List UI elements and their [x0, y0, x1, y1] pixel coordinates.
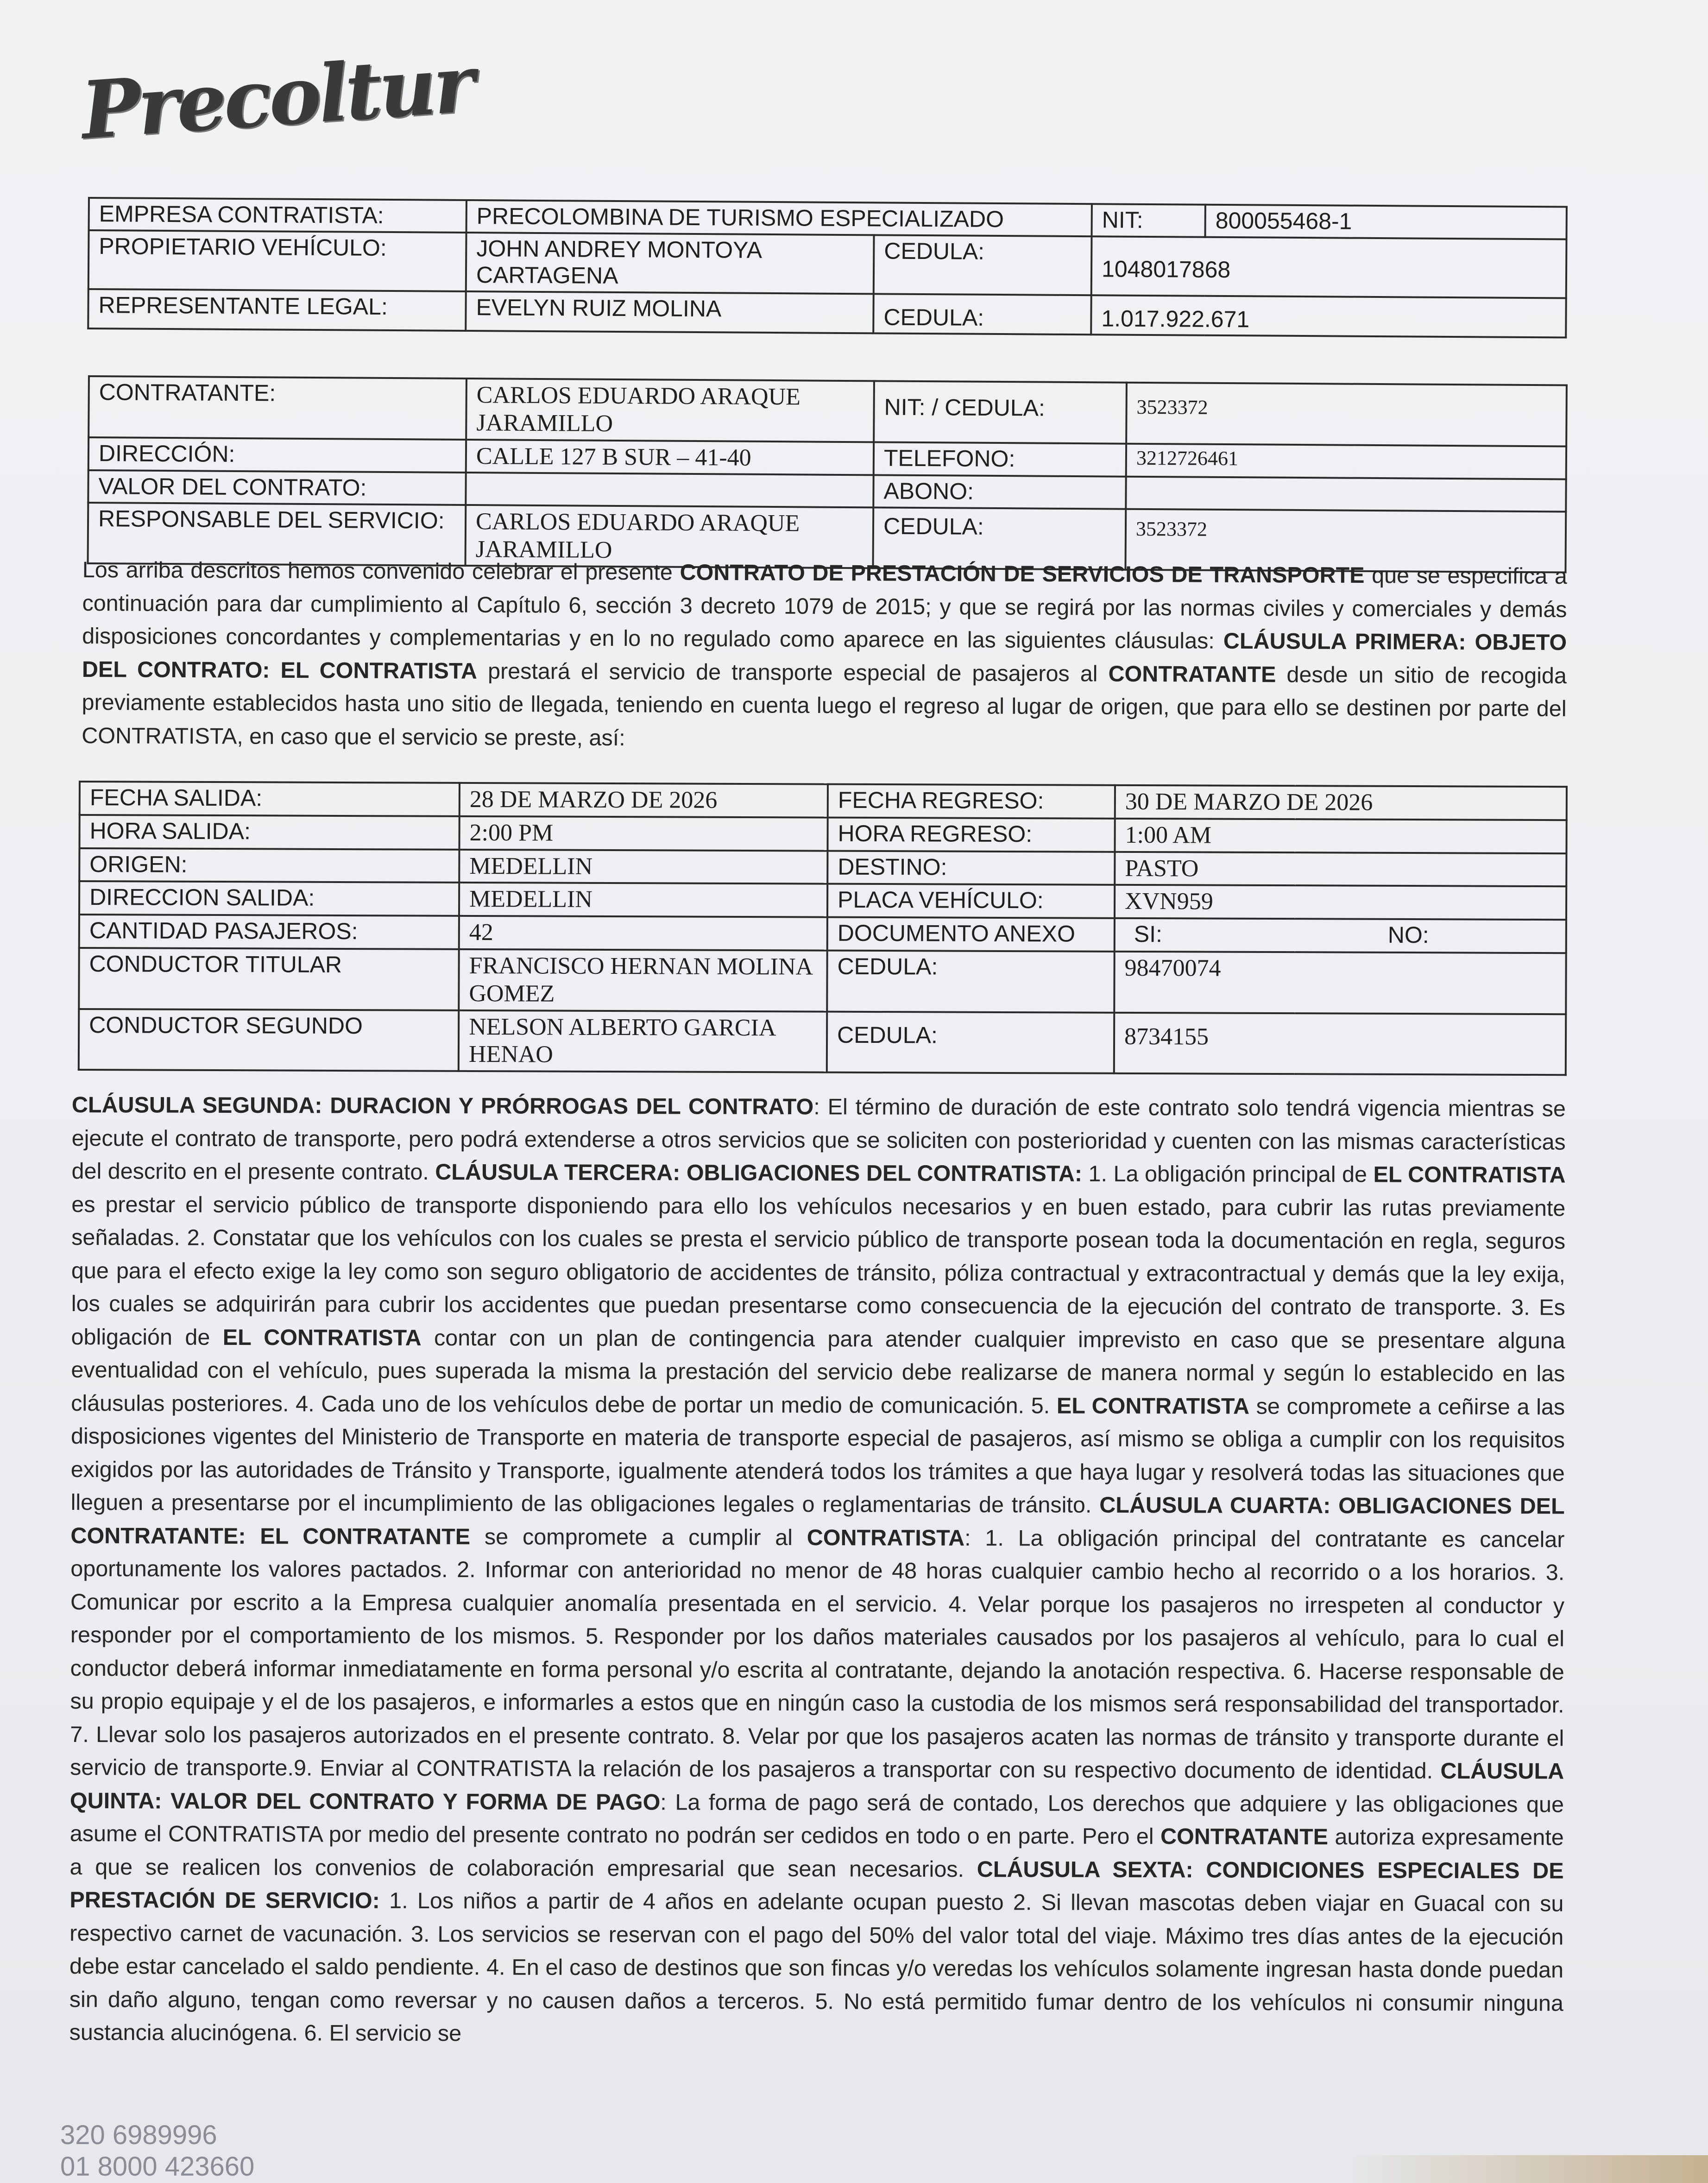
intro-text: desde un sitio de recogida previamente establecidos hasta uno sitio de llegada, teniendo en cuenta luego el regreso al lugar de origen, que para ello se destinen por parte del CONTRATISTA, en caso que el servicio se preste, así:	[82, 662, 1567, 751]
table-row	[88, 376, 1567, 446]
clause-heading: CLÁUSULA TERCERA: OBLIGACIONES DEL CONTRATISTA:	[435, 1160, 1083, 1186]
clause-text: : La forma de pago será de contado, Los derechos que adquiere y las obligaciones que asume el CONTRATISTA por medio del presente contrato no podrán ser cedidos en todo o en parte. Pero el	[69, 1789, 1564, 1849]
clause-heading: CLÁUSULA QUINTA: VALOR DEL CONTRATO Y FORMA DE PAGO	[69, 1758, 1564, 1815]
footer-phone: 01 8000 423660	[60, 2151, 255, 2182]
documento-anexo-label: DOCUMENTO ANEXO	[827, 917, 1115, 952]
table-row	[79, 1009, 1566, 1075]
conductor-titular-cedula-label: CEDULA:	[827, 951, 1114, 1013]
clause-text: autoriza expresamente a que se realicen los convenios de colaboración empresarial que sean necesarios.	[69, 1824, 1564, 1882]
clause-heading: CLÁUSULA PRIMERA: OBJETO DEL CONTRATO: EL CONTRATISTA	[82, 628, 1567, 684]
responsable-cedula-label: CEDULA:	[873, 507, 1126, 570]
conductor-segundo-value: NELSON ALBERTO GARCIA HENAO	[459, 1010, 827, 1072]
conductor-titular-value: FRANCISCO HERNAN MOLINA GOMEZ	[459, 949, 827, 1011]
propietario-cedula-value: 1048017868	[1091, 236, 1567, 298]
intro-text: Los arriba descritos hemos convenido celebrar el presente	[82, 557, 680, 585]
nit-cedula-value: 3523372	[1126, 383, 1567, 446]
company-logo: Precoltur	[78, 37, 475, 158]
clause-text: contar con un plan de contingencia para atender cualquier imprevisto en caso que se presentare alguna eventualidad con el vehículo, pues superada la misma la prestación del servicio debe realizarse de manera normal y según lo establecido en las cláusulas posteriores. 4. Cada uno de los vehículos debe de portar un medio de comunicación. 5.	[71, 1325, 1565, 1419]
direccion-salida-label: DIRECCION SALIDA:	[79, 881, 459, 916]
hora-regreso-label: HORA REGRESO:	[827, 817, 1115, 852]
bold-term: EL CONTRATISTA	[1056, 1393, 1250, 1419]
footer-phone: 320 6989996	[60, 2120, 217, 2150]
placa-label: PLACA VEHÍCULO:	[827, 884, 1115, 918]
intro-paragraph	[82, 554, 1567, 759]
fecha-salida-label: FECHA SALIDA:	[80, 782, 460, 816]
fecha-regreso-label: FECHA REGRESO:	[828, 784, 1115, 819]
clause-text: : El término de duración de este contrato solo tendrá vigencia mientras se ejecute el contrato de transporte, pero podrá extenderse a otros servicios que se soliciten con posterioridad y cuenten con las mismas características del descrito en el presente contrato.	[71, 1094, 1566, 1185]
clause-text: 1. La obligación principal de	[1082, 1161, 1374, 1187]
hora-salida-value: 2:00 PM	[459, 816, 827, 851]
conductor-titular-cedula-value: 98470074	[1114, 952, 1566, 1014]
clause-text: se compromete a cumplir al	[470, 1524, 807, 1550]
empresa-label: EMPRESA CONTRATISTA:	[89, 198, 466, 232]
responsable-cedula-value: 3523372	[1125, 509, 1566, 573]
desk-edge	[1347, 2155, 1708, 2183]
representante-cedula-label: CEDULA:	[873, 294, 1091, 334]
clause-heading: CLÁUSULA SEXTA: CONDICIONES ESPECIALES DE PRESTACIÓN DE SERVICIO:	[69, 1856, 1564, 1913]
clauses-paragraph	[69, 1089, 1566, 2053]
table-row	[79, 948, 1566, 1014]
table-row	[79, 881, 1566, 920]
clause-heading: CLÁUSULA SEGUNDA: DURACION Y PRÓRROGAS DEL CONTRATO	[71, 1092, 814, 1120]
si-label: SI:	[1115, 918, 1295, 952]
direccion-value: CALLE 127 B SUR – 41-40	[466, 440, 874, 475]
company-info-table	[87, 197, 1568, 339]
bold-term: CONTRATISTA	[807, 1525, 965, 1551]
table-row	[88, 289, 1566, 338]
nit-cedula-label: NIT: / CEDULA:	[874, 381, 1127, 443]
table-row	[79, 915, 1566, 953]
hora-salida-label: HORA SALIDA:	[79, 815, 459, 850]
bold-term: CONTRATANTE	[1108, 661, 1276, 687]
bold-term: EL CONTRATISTA	[1373, 1162, 1566, 1188]
origen-value: MEDELLIN	[459, 849, 827, 884]
fecha-regreso-value: 30 DE MARZO DE 2026	[1115, 785, 1567, 820]
table-row	[88, 230, 1567, 298]
hora-regreso-value: 1:00 AM	[1115, 819, 1566, 853]
bold-term: CONTRATANTE	[1160, 1824, 1329, 1850]
representante-cedula-value: 1.017.922.671	[1091, 295, 1566, 338]
direccion-label: DIRECCIÓN:	[88, 437, 466, 473]
intro-text: que se especifica a continuación para dar cumplimiento al Capítulo 6, sección 3 decreto 1079 de 2015; y que se regirá por las normas civiles y comerciales y demás disposiciones concordantes y complementarias y en lo no regulado como aparece en las siguientes cláusulas:	[82, 563, 1567, 654]
contratante-value: CARLOS EDUARDO ARAQUE JARAMILLO	[466, 379, 874, 442]
placa-value: XVN959	[1115, 885, 1566, 920]
empresa-value: PRECOLOMBINA DE TURISMO ESPECIALIZADO	[466, 200, 1092, 236]
telefono-value: 3212726461	[1126, 443, 1566, 480]
clause-heading: CLÁUSULA CUARTA: OBLIGACIONES DEL CONTRATANTE: EL CONTRATANTE	[70, 1492, 1565, 1549]
propietario-value: JOHN ANDREY MONTOYA CARTAGENA	[466, 232, 874, 293]
conductor-segundo-cedula-value: 8734155	[1114, 1012, 1566, 1075]
table-row	[79, 848, 1566, 887]
responsable-label: RESPONSABLE DEL SERVICIO:	[88, 503, 466, 566]
client-info-table	[87, 375, 1568, 574]
trip-details-table	[78, 781, 1568, 1076]
nit-label: NIT:	[1092, 204, 1205, 237]
pasajeros-label: CANTIDAD PASAJEROS:	[79, 915, 459, 949]
conductor-titular-label: CONDUCTOR TITULAR	[79, 948, 459, 1010]
footer-contact	[60, 2120, 254, 2183]
fecha-salida-value: 28 DE MARZO DE 2026	[460, 783, 828, 818]
representante-label: REPRESENTANTE LEGAL:	[88, 289, 466, 331]
propietario-cedula-label: CEDULA:	[874, 235, 1092, 295]
valor-contrato-label: VALOR DEL CONTRATO:	[88, 470, 466, 505]
bold-term: EL CONTRATISTA	[222, 1325, 422, 1350]
destino-value: PASTO	[1115, 852, 1566, 886]
pasajeros-value: 42	[459, 916, 827, 951]
conductor-segundo-cedula-label: CEDULA:	[827, 1011, 1114, 1073]
abono-label: ABONO:	[873, 475, 1126, 509]
contract-title: CONTRATO DE PRESTACIÓN DE SERVICIOS DE TRANSPORTE	[680, 560, 1365, 588]
contratante-label: CONTRATANTE:	[88, 376, 466, 440]
intro-text: prestará el servicio de transporte especial de pasajeros al	[477, 658, 1109, 687]
clause-text: 1. Los niños a partir de 4 años en adelante ocupan puesto 2. Si llevan mascotas deben viajar en Guacal con su respectivo carnet de vacunación. 3. Los servicios se reservan con el pago del 50% del valor total del viaje. Máximo tres días antes de la ejecución debe estar cancelado el saldo pendiente. 4. En el caso de destinos que son fincas y/o veredas los vehículos solamente ingresan hasta donde puedan sin daño alguno, tengan como reversar y no causen daños a terceros. 5. No está permitido fumar dentro de los vehículos ni consumir ninguna sustancia alucinógena. 6. El servicio se	[69, 1888, 1564, 2046]
representante-value: EVELYN RUIZ MOLINA	[466, 291, 874, 333]
origen-label: ORIGEN:	[79, 848, 459, 883]
table-row	[79, 815, 1566, 853]
clause-text: se compromete a ceñirse a las disposiciones vigentes del Ministerio de Transporte en materia de transporte especial de pasajeros, así mismo se obliga a cumplir con los requisitos exigidos por las autoridades de Tránsito y Transporte, igualmente atenderá todos los trámites a que haya lugar y resolverá todas las situaciones que lleguen a presentarse por el incumplimiento de las obligaciones legales o reglamentarias de tránsito.	[70, 1394, 1565, 1518]
direccion-salida-value: MEDELLIN	[459, 883, 827, 917]
telefono-label: TELEFONO:	[874, 442, 1126, 477]
nit-value: 800055468-1	[1205, 205, 1567, 239]
responsable-value: CARLOS EDUARDO ARAQUE JARAMILLO	[466, 505, 874, 568]
abono-value	[1126, 477, 1566, 511]
clause-text: : 1. La obligación principal del contratante es cancelar oportunamente los valores pactados. 2. Informar con anterioridad no menor de 48 horas cualquier cambio hecho al recorrido o a los horarios. 3. Comunicar por escrito a la Empresa cualquier anomalía presentada en el servicio. 4. Velar porque los pasajeros no irrespeten al conductor y responder por el comportamiento de los mismos. 5. Responder por los daños materiales causados por los pasajeros al vehículo, para lo cual el conductor deberá informar inmediatamente en forma personal y/o escrita al contratante, dejando la anotación respectiva. 6. Hacerse responsable de su propio equipaje y el de los pasajeros, e informarles a estos que en ningún caso la custodia de los mismos será responsabilidad del transportador. 7. Llevar solo los pasajeros autorizados en el presente contrato. 8. Velar por que los pasajeros acaten las normas de tránsito y transporte durante el servicio de transporte.9. Enviar al CONTRATISTA la relación de los pasajeros a transportar con su respectivo documento de identidad.	[70, 1525, 1565, 1784]
valor-contrato-value	[466, 473, 873, 507]
no-label: NO:	[1295, 919, 1566, 953]
propietario-label: PROPIETARIO VEHÍCULO:	[88, 230, 466, 291]
destino-label: DESTINO:	[827, 851, 1115, 885]
table-row	[80, 782, 1567, 820]
clause-text: es prestar el servicio público de transporte disponiendo para ello los vehículos necesarios y en buen estado, para cubrir las rutas previamente señaladas. 2. Constatar que los vehículos con los cuales se presta el servicio público de transporte posean toda la documentación en regla, seguros que para el efecto exige la ley como son seguro obligatorio de accidentes de tránsito, póliza contractual y extracontractual y demás que la ley exija, los cuales se adquirirán para cubrir los accidentes que puedan presentarse como consecuencia de la ejecución del contrato de transporte. 3. Es obligación de	[71, 1192, 1566, 1350]
conductor-segundo-label: CONDUCTOR SEGUNDO	[79, 1009, 459, 1071]
